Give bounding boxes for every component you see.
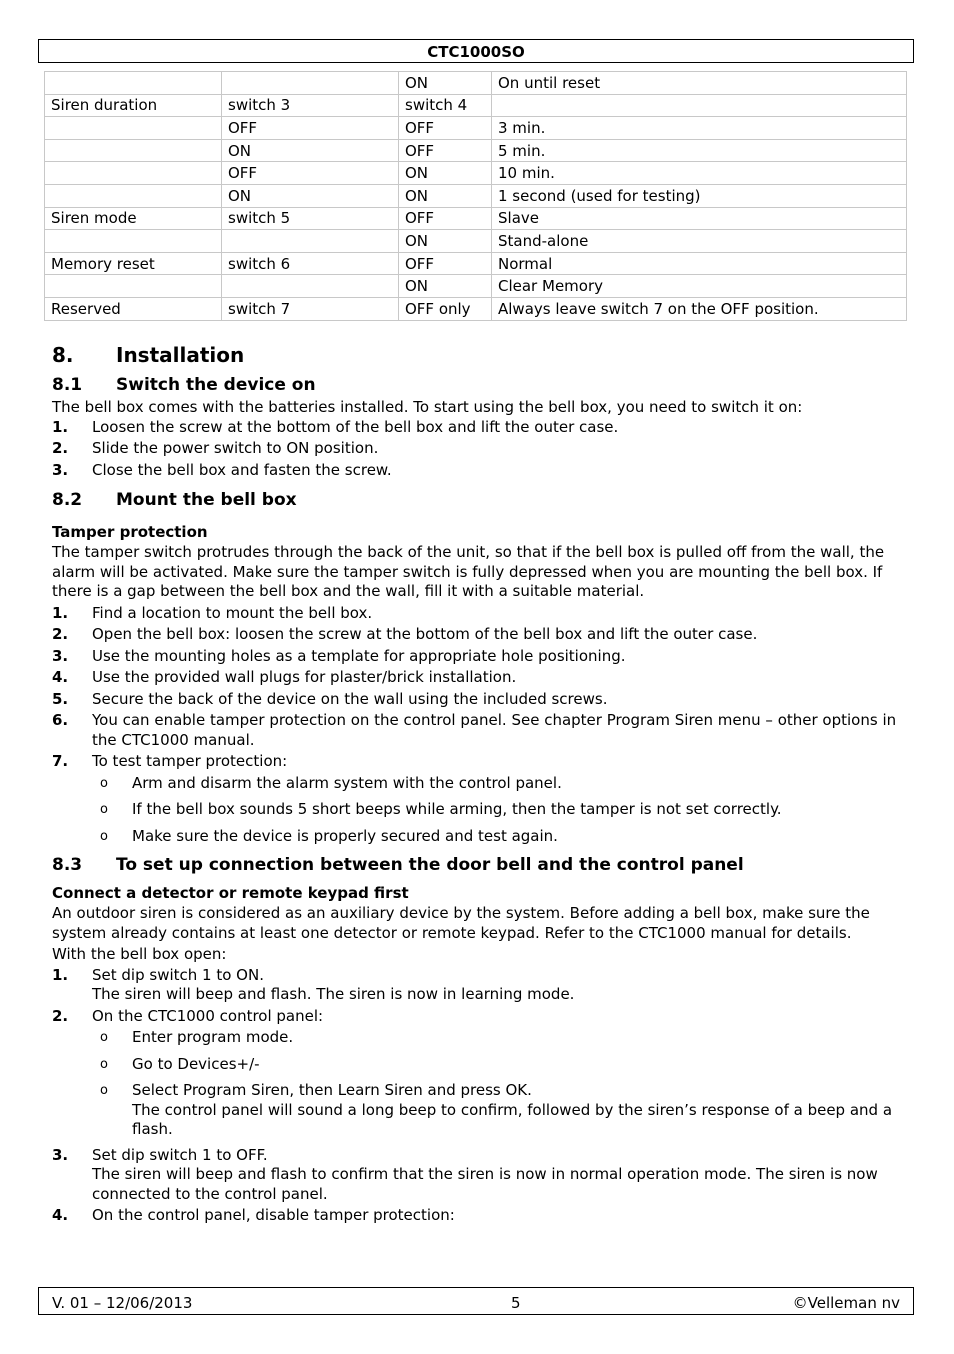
bullet-icon: o — [100, 1083, 108, 1098]
list-item: o Select Program Siren, then Learn Siren and press OK. The control panel will sound a long beep to confirm, followed by the siren’s response of a beep and a flash. — [100, 1081, 893, 1138]
list-item: o Make sure the device is properly secured and test again. — [100, 826, 558, 845]
table-cell — [45, 162, 222, 185]
table-cell: ON — [399, 230, 492, 253]
list-item: o If the bell box sounds 5 short beeps while arming, then the tamper is not set correctly. — [100, 800, 782, 818]
section-8-2-steps — [52, 604, 902, 772]
table-cell — [222, 275, 399, 298]
list-item: 6. You can enable tamper protection on the control panel. See chapter Program Siren menu – other options in the CTC1000 manual. — [52, 711, 897, 749]
table-cell — [45, 275, 222, 298]
section-8-3-heading: 8.3 To set up connection between the door bell and the control panel — [52, 855, 744, 875]
list-item: 3. Use the mounting holes as a template for appropriate hole positioning. — [52, 646, 626, 665]
table-cell — [45, 230, 222, 253]
section-8-2-bullets — [52, 774, 902, 847]
table-cell: Slave — [492, 207, 907, 230]
table-row — [45, 297, 907, 320]
list-item: 4. On the control panel, disable tamper protection: — [52, 1206, 455, 1224]
table-cell: OFF only — [399, 297, 492, 320]
section-8-3-intro: An outdoor siren is considered as an auxiliary device by the system. Before adding a bell box, make sure the system already contains at least one detector or remote keypad. Refer to the CTC1000 manual for details. — [52, 904, 870, 942]
table-cell: switch 3 — [222, 94, 399, 117]
connect-detector-subheading: Connect a detector or remote keypad first — [52, 884, 409, 902]
table-cell: ON — [399, 162, 492, 185]
table-cell: On until reset — [492, 72, 907, 95]
dip-switch-table — [44, 71, 907, 321]
list-item: o Arm and disarm the alarm system with the control panel. — [100, 773, 562, 792]
bullet-icon: o — [100, 1030, 108, 1045]
table-cell: switch 6 — [222, 252, 399, 275]
page-header — [38, 39, 914, 63]
table-cell: 10 min. — [492, 162, 907, 185]
table-cell: Normal — [492, 252, 907, 275]
table-cell: Stand-alone — [492, 230, 907, 253]
table-cell: ON — [222, 184, 399, 207]
header-model: CTC1000SO — [427, 43, 525, 61]
table-cell: Siren duration — [45, 94, 222, 117]
list-item: 7. To test tamper protection: — [52, 752, 288, 770]
table-cell: Reserved — [45, 297, 222, 320]
table-row — [45, 207, 907, 230]
bullet-icon: o — [100, 802, 108, 817]
tamper-protection-subheading: Tamper protection — [52, 523, 208, 541]
table-row — [45, 252, 907, 275]
table-row — [45, 139, 907, 162]
section-8-1-steps — [52, 418, 902, 481]
table-row — [45, 275, 907, 298]
table-cell: switch 4 — [399, 94, 492, 117]
table-cell — [222, 72, 399, 95]
table-cell: OFF — [399, 252, 492, 275]
table-row — [45, 94, 907, 117]
footer-version: V. 01 – 12/06/2013 — [52, 1294, 193, 1312]
table-cell: 5 min. — [492, 139, 907, 162]
table-cell: ON — [399, 184, 492, 207]
table-row — [45, 117, 907, 140]
table-cell — [45, 184, 222, 207]
table-row — [45, 184, 907, 207]
page-footer — [38, 1287, 914, 1315]
table-cell — [492, 94, 907, 117]
table-cell: OFF — [399, 117, 492, 140]
table-cell — [45, 139, 222, 162]
table-row — [45, 72, 907, 95]
table-cell: 1 second (used for testing) — [492, 184, 907, 207]
list-item: 3. Set dip switch 1 to OFF. The siren will beep and flash to confirm that the siren is now in normal operation mode. The siren is now connected to the control panel. — [52, 1145, 878, 1203]
table-cell: OFF — [222, 162, 399, 185]
table-row — [45, 230, 907, 253]
page-content — [52, 340, 902, 1226]
table-cell: ON — [222, 139, 399, 162]
table-cell — [45, 72, 222, 95]
list-item: 2. Slide the power switch to ON position. — [52, 439, 379, 457]
table-cell: switch 7 — [222, 297, 399, 320]
list-item: 1. Loosen the screw at the bottom of the bell box and lift the outer case. — [52, 417, 619, 436]
table-cell: Memory reset — [45, 252, 222, 275]
list-item: 2. Open the bell box: loosen the screw at the bottom of the bell box and lift the outer case. — [52, 625, 758, 643]
list-item: 5. Secure the back of the device on the wall using the included screws. — [52, 689, 608, 708]
list-item: o Enter program mode. — [100, 1028, 294, 1046]
list-item: 1. Set dip switch 1 to ON. The siren will beep and flash. The siren is now in learning mode. — [52, 965, 575, 1003]
table-cell: 3 min. — [492, 117, 907, 140]
list-item: 2. On the CTC1000 control panel: — [52, 1006, 324, 1025]
bullet-icon: o — [100, 775, 108, 791]
table-cell: ON — [399, 72, 492, 95]
table-cell: OFF — [222, 117, 399, 140]
list-item: 3. Close the bell box and fasten the screw. — [52, 460, 392, 479]
table-cell: Siren mode — [45, 207, 222, 230]
section-8-2-intro: The tamper switch protrudes through the back of the unit, so that if the bell box is pulled off from the wall, the alarm will be activated. Make sure the tamper switch is fully depressed when you are mounting the bell box. If there is a gap between the bell box and the wall, fill it with a suitable material. — [52, 543, 885, 600]
bullet-icon: o — [100, 828, 108, 844]
table-cell: Clear Memory — [492, 275, 907, 298]
section-8-3-bullets — [52, 1028, 902, 1140]
table-cell: Always leave switch 7 on the OFF position. — [492, 297, 907, 320]
section-8-1-intro: The bell box comes with the batteries installed. To start using the bell box, you need to switch it on: — [52, 398, 803, 416]
footer-page-number: 5 — [511, 1294, 521, 1312]
bullet-icon: o — [100, 1056, 108, 1072]
list-item: o Go to Devices+/- — [100, 1054, 260, 1073]
table-cell: ON — [399, 275, 492, 298]
table-row — [45, 162, 907, 185]
table-cell: switch 5 — [222, 207, 399, 230]
section-8-1-heading: 8.1 Switch the device on — [52, 375, 316, 395]
section-8-2-heading: 8.2 Mount the bell box — [52, 490, 297, 510]
table-cell — [45, 117, 222, 140]
list-item: 1. Find a location to mount the bell box. — [52, 603, 373, 622]
section-8-3-lead: With the bell box open: — [52, 945, 227, 963]
table-cell: OFF — [399, 207, 492, 230]
table-cell — [222, 230, 399, 253]
footer-copyright: ©Velleman nv — [792, 1294, 900, 1312]
list-item: 4. Use the provided wall plugs for plaster/brick installation. — [52, 668, 517, 686]
table-cell: OFF — [399, 139, 492, 162]
section-8-heading: 8. Installation — [52, 343, 245, 367]
